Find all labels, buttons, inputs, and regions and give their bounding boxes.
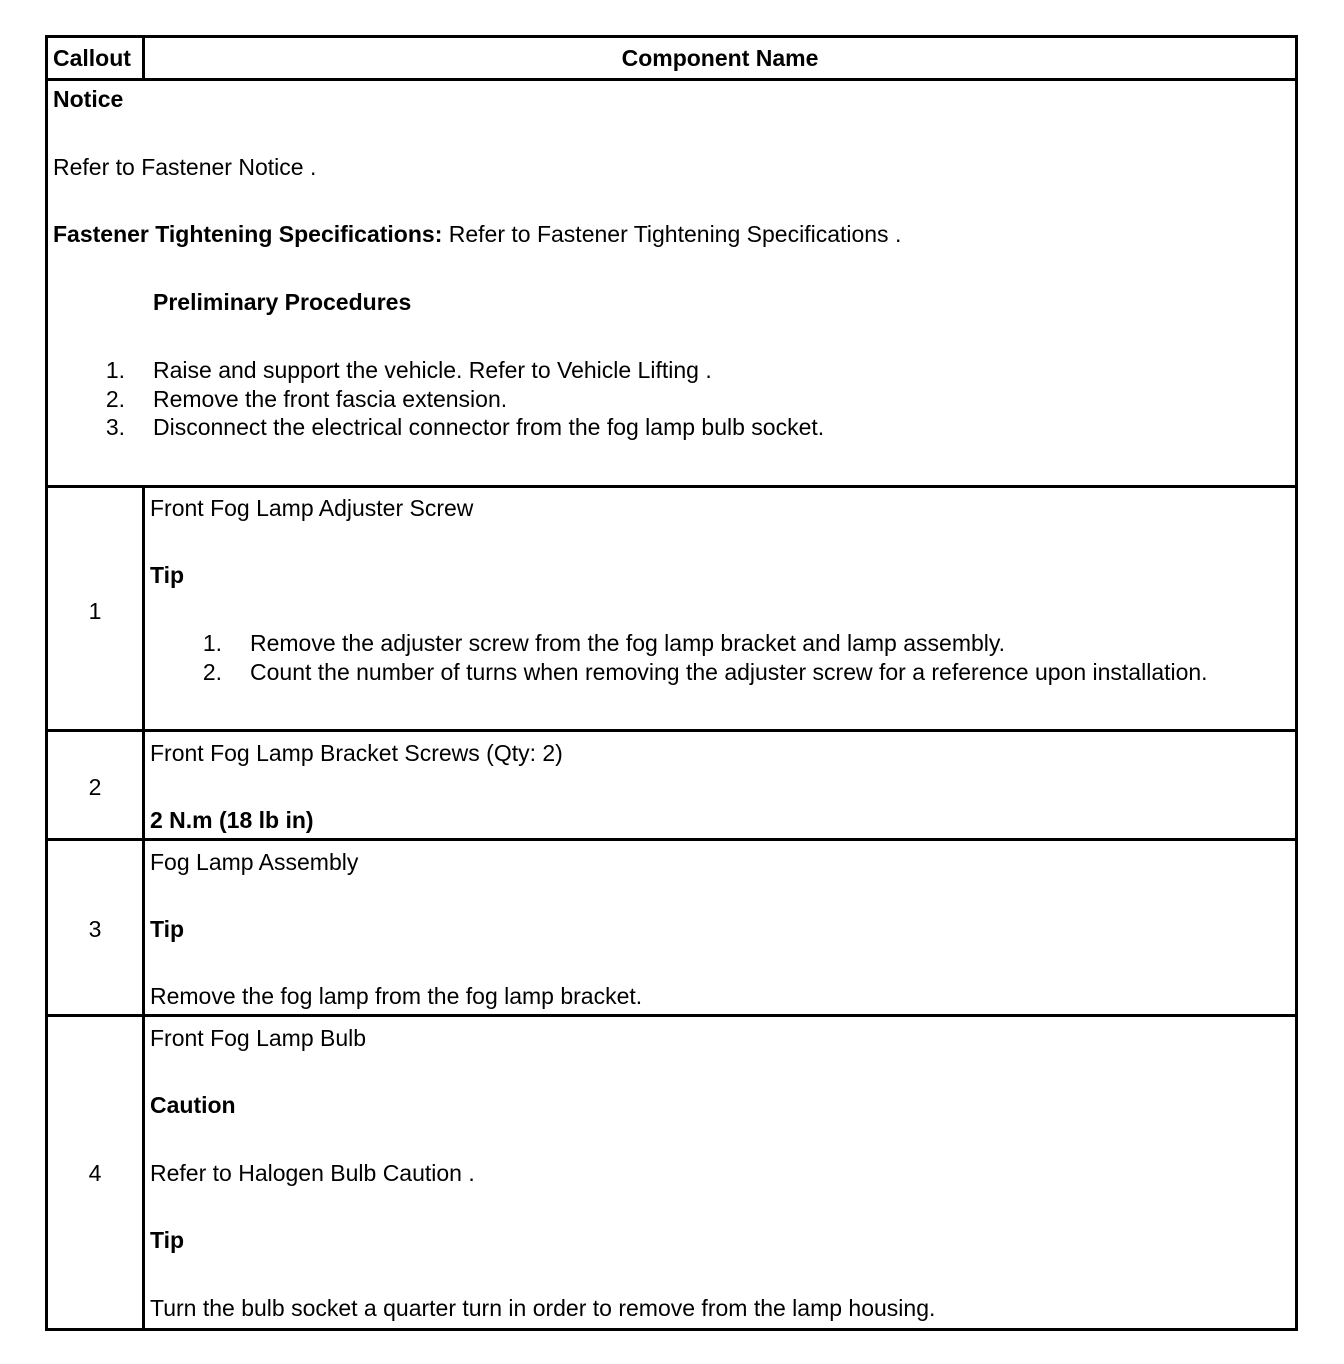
notice-divider [48, 485, 1295, 488]
notice-text: Refer to Fastener Notice . [53, 154, 317, 180]
row-4-caution-label: Caution [150, 1092, 236, 1118]
notice-title: Notice [53, 86, 124, 112]
prelim-step-2-number: 2. [105, 386, 125, 412]
prelim-step-3-text: Disconnect the electrical connector from the fog lamp bulb socket. [153, 414, 825, 440]
row-1-tip-label: Tip [150, 562, 185, 588]
header-component-name: Component Name [621, 45, 819, 71]
prelim-step-1-text: Raise and support the vehicle. Refer to Vehicle Lifting . [153, 357, 712, 383]
row-3-component-name: Fog Lamp Assembly [150, 849, 359, 875]
row-1-step-2-number: 2. [202, 659, 222, 685]
row-1-divider [48, 729, 1295, 732]
prelim-step-2-text: Remove the front fascia extension. [153, 386, 508, 412]
prelim-step-3-number: 3. [105, 414, 125, 440]
callout-1: 1 [88, 598, 102, 624]
column-divider [142, 485, 145, 1328]
row-4-component-name: Front Fog Lamp Bulb [150, 1025, 367, 1051]
callout-2: 2 [88, 774, 102, 800]
fastener-spec-text: Refer to Fastener Tightening Specifications . [448, 221, 902, 247]
row-3-tip-text: Remove the fog lamp from the fog lamp bracket. [150, 983, 643, 1009]
row-2-divider [48, 838, 1295, 841]
fastener-spec-label: Fastener Tightening Specifications: [53, 221, 443, 247]
row-3-divider [48, 1014, 1295, 1017]
row-3-tip-label: Tip [150, 916, 185, 942]
row-4-caution-text: Refer to Halogen Bulb Caution . [150, 1160, 475, 1186]
procedure-table [45, 35, 1298, 1331]
row-2-component-name: Front Fog Lamp Bracket Screws (Qty: 2) [150, 740, 563, 766]
callout-4: 4 [88, 1160, 102, 1186]
row-4-tip-label: Tip [150, 1227, 185, 1253]
preliminary-procedures-title: Preliminary Procedures [153, 289, 412, 315]
row-1-component-name: Front Fog Lamp Adjuster Screw [150, 495, 474, 521]
prelim-step-1-number: 1. [105, 357, 125, 383]
row-1-step-1-number: 1. [202, 630, 222, 656]
header-callout: Callout [53, 45, 131, 71]
fastener-spec-line [53, 220, 901, 248]
header-divider [48, 78, 1295, 81]
row-1-step-1-text: Remove the adjuster screw from the fog lamp bracket and lamp assembly. [250, 630, 1006, 656]
row-2-torque: 2 N.m (18 lb in) [150, 807, 314, 833]
row-1-step-2-text: Count the number of turns when removing the adjuster screw for a reference upon installation. [250, 659, 1208, 685]
callout-3: 3 [88, 916, 102, 942]
row-4-tip-text: Turn the bulb socket a quarter turn in order to remove from the lamp housing. [150, 1295, 936, 1321]
